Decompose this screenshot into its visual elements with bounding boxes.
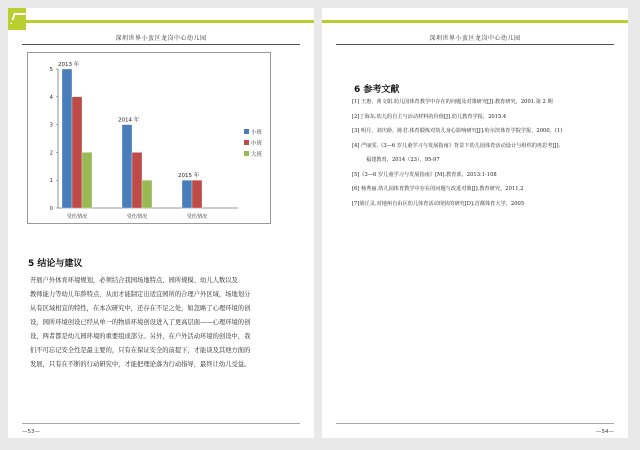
reference-item: [2]丁海东.幼儿的自主与活动材料的价值[J].幼儿教育学报，2015.4 [352, 113, 507, 120]
section-heading-conclusion: 5 结论与建议 [28, 259, 83, 269]
y-tick-label: 4 [49, 94, 53, 101]
page-number: —54— [596, 429, 614, 435]
body-line: 从有区域相宜的特性，在本次研究中，还存在不足之处，如忽略了心理环境的创 [30, 305, 251, 312]
reference-item: [1] 王惠，黄文娟.幼儿园体育教学中存在的问题及对策研究[J].教育研究，2001.第 2 期 [352, 99, 553, 105]
bar-大班 [142, 180, 152, 208]
reference-item: [5]《3—6 岁儿童学习与发展指南》[M].教育部，2013:1-108 [352, 171, 497, 178]
legend-label: 小班 [251, 130, 263, 136]
y-tick-label: 3 [49, 122, 53, 129]
right-page [322, 8, 628, 438]
category-label: 受伤情况 [186, 214, 208, 220]
footer-rule [336, 423, 614, 424]
reference-item: [3] 明月，刘庆龄，陈君.体育锻炼对幼儿身心影响研究[J].哈尔滨体育学院学报，2000，(1) [352, 128, 563, 134]
corner-logo-mark [8, 8, 26, 30]
year-annotation: 2015 年 [178, 173, 200, 180]
header-accent-bar [322, 20, 628, 23]
year-annotation: 2013 年 [58, 62, 80, 68]
bar-小班 [122, 125, 132, 208]
header-rule [22, 44, 300, 45]
category-label: 受伤情况 [126, 214, 148, 220]
header-accent-bar [8, 20, 314, 23]
reference-list [352, 98, 620, 214]
body-line: 发展，只有在不断的行动研究中，才能把理论落为行动指导，最终让幼儿受益。 [30, 361, 251, 368]
legend-swatch [244, 129, 249, 134]
reference-item: 福建教育，2014（23），95-97 [366, 157, 440, 163]
page-number: —53— [22, 429, 40, 435]
legend-swatch [244, 151, 249, 156]
chart-canvas [28, 53, 270, 223]
legend-label: 中班 [251, 141, 263, 147]
category-label: 受伤情况 [66, 214, 88, 220]
reference-item: [4] 严丽雯.《3—6 岁儿童学习与发展指南》背景下幼儿园体育活动设计与组织的再思考[J]. [352, 142, 561, 149]
reference-item: [6] 杨秀丽.幼儿园体育教学中存在的问题与改进对策[J].教育研究，2011,2 [352, 186, 524, 192]
bar-chart [27, 52, 271, 224]
body-line: 设，两者都是幼儿园环境的重要组成部分。另外，在户外活动环境的创设中，我 [30, 333, 251, 340]
legend-label: 大班 [251, 152, 263, 158]
body-line: 开展户外体育环境规划，必须结合我园场地特点、园所规模、幼儿人数以及 [30, 277, 238, 284]
bar-中班 [132, 152, 142, 208]
y-tick-label: 5 [49, 67, 53, 73]
header-rule [336, 44, 614, 45]
left-page [8, 8, 314, 438]
bar-大班 [82, 152, 92, 208]
body-line: 教师能力等幼儿年龄特点，从而才能制定出适宜园所的合理户外区域，场地划分 [30, 291, 251, 298]
y-tick-label: 0 [49, 206, 53, 212]
running-head: 深圳世界小蛮区龙岗中心幼儿园 [115, 35, 207, 42]
footer-rule [22, 423, 300, 424]
bar-中班 [72, 97, 82, 208]
y-tick-label: 1 [49, 178, 53, 185]
bar-中班 [192, 180, 202, 208]
year-annotation: 2014 年 [118, 117, 140, 124]
bar-小班 [182, 180, 192, 208]
y-tick-label: 2 [49, 150, 53, 157]
bar-小班 [62, 69, 72, 208]
section-heading-references: 6 参考文献 [354, 85, 400, 95]
body-line: 设，园所环境创设已经从单一的物质环境创设进入了更高层面——心理环境的创 [30, 319, 251, 326]
body-paragraph [30, 274, 300, 372]
body-line: 们不可忘记安全性是最主要的，只有在保证安全的前提下，才能谈及其他方面的 [30, 347, 251, 354]
running-head: 深圳世界小蛮区龙岗中心幼儿园 [429, 35, 521, 42]
legend-swatch [244, 140, 249, 145]
reference-item: [7]梁丘灵.对地州自由区幼儿体育活动现状的研究[D].首都体育大学，2005 [352, 200, 525, 207]
